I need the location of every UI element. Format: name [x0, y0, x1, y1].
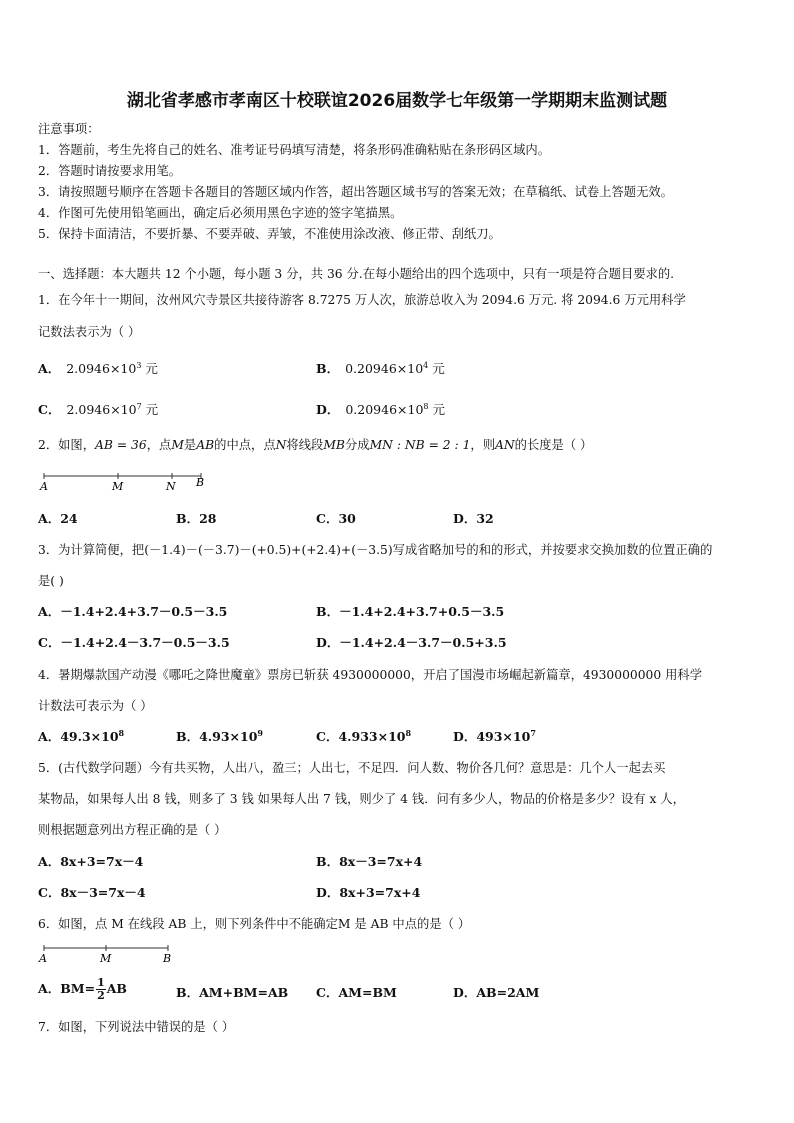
q6-point-a: A [39, 952, 47, 965]
q4-stem-line2: 计数法可表示为（ ） [38, 699, 153, 713]
q6-point-m: M [100, 952, 112, 965]
q6-option-b: B．AM+BM=AB [176, 985, 289, 1000]
q1-option-c: C． $2.0946\times 10^7$ 元 [38, 402, 159, 417]
notice-item-1: 1．答题前，考生先将自己的姓名、准考证号码填写清楚，将条形码准确粘贴在条形码区域内。 [38, 143, 550, 157]
q5-option-a: A．8x+3=7x－4 [38, 854, 144, 869]
q2-point-m: M [112, 480, 124, 493]
notice-item-5: 5．保持卡面清洁，不要折暴、不要弄破、弄皱，不准使用涂改液、修正带、刮纸刀。 [38, 227, 501, 241]
q6-stem: 6．如图，点 M 在线段 AB 上，则下列条件中不能确定M 是 AB 中点的是（ ） [38, 917, 471, 931]
q6-point-b: B [163, 952, 172, 965]
q2-stem: 2．如图，AB = 36，点M是AB的中点，点N将线段MB分成MN : NB = 2 : 1，则AN的长度是（ ） [38, 438, 593, 452]
q2-segment-figure [38, 468, 218, 494]
q2-option-d: D．32 [453, 511, 494, 526]
q2-point-n: N [166, 480, 176, 493]
q6-option-d: D．AB=2AM [453, 985, 540, 1000]
q5-stem-line2: 某物品，如果每人出 8 钱，则多了 3 钱 如果每人出 7 钱，则少了 4 钱．问有多少人，物品的价格是多少？设有 x 人， [38, 792, 685, 806]
q5-option-c: C．8x－3=7x－4 [38, 885, 146, 900]
q4-option-a: A．$49.3\times 10^8$ [38, 728, 125, 744]
notice-item-2: 2．答题时请按要求用笔。 [38, 164, 182, 178]
q1-stem-line2: 记数法表示为（ ） [38, 325, 141, 339]
q3-option-b: B．－1.4+2.4+3.7+0.5－3.5 [316, 604, 505, 619]
q3-option-d: D．－1.4+2.4－3.7－0.5+3.5 [316, 635, 507, 650]
q3-option-c: C．－1.4+2.4－3.7－0.5－3.5 [38, 635, 230, 650]
notice-heading: 注意事项： [38, 122, 100, 136]
q1-option-b: B． $0.20946\times 10^4$ 元 [316, 361, 445, 376]
q1-stem-line1: 1．在今年十一期间，汝州风穴寺景区共接待游客 8.7275 万人次，旅游总收入为 2094.6 万元. 将 2094.6 万元用科学 [38, 293, 686, 307]
notice-item-3: 3．请按照题号顺序在答题卡各题目的答题区域内作答，超出答题区域书写的答案无效；在草稿纸、试卷上答题无效。 [38, 185, 673, 199]
notice-item-4: 4．作图可先使用铅笔画出，确定后必须用黑色字迹的签字笔描黑。 [38, 206, 403, 220]
q2-option-b: B．28 [176, 511, 217, 526]
q5-option-d: D．8x+3=7x+4 [316, 885, 421, 900]
q3-stem-line1: 3．为计算简便，把(－1.4)－(－3.7)－(+0.5)+(+2.4)+(－3.5)写成省略加号的和的形式，并按要求交换加数的位置正确的 [38, 543, 713, 557]
q2-option-a: A．24 [38, 511, 78, 526]
q6-option-c: C．AM=BM [316, 985, 397, 1000]
q2-point-a: A [40, 480, 48, 493]
q5-stem-line3: 则根据题意列出方程正确的是（ ） [38, 823, 227, 837]
q1-option-a: A． $2.0946\times 10^3$ 元 [38, 361, 158, 376]
q6-segment-figure [38, 940, 188, 966]
q7-stem: 7．如图，下列说法中错误的是（ ） [38, 1020, 235, 1034]
q1-option-d: D． $0.20946\times 10^8$ 元 [316, 402, 445, 417]
q3-stem-line2: 是( ) [38, 574, 64, 588]
q2-option-c: C．30 [316, 511, 356, 526]
q6-option-a: A．BM= $\frac{1}{2}$ AB [38, 976, 127, 1002]
q4-option-b: B．$4.93\times 10^9$ [176, 728, 263, 744]
section-heading: 一、选择题：本大题共 12 个小题，每小题 3 分，共 36 分.在每小题给出的四个选项中，只有一项是符合题目要求的. [38, 267, 675, 281]
q3-option-a: A．－1.4+2.4+3.7－0.5－3.5 [38, 604, 228, 619]
exam-title: 湖北省孝感市孝南区十校联谊2026届数学七年级第一学期期末监测试题 [126, 91, 668, 111]
q4-stem-line1: 4．暑期爆款国产动漫《哪吒之降世魔童》票房已斩获 4930000000，开启了国漫市场崛起新篇章，4930000000 用科学 [38, 668, 702, 682]
q4-option-d: D．$493\times 10^7$ [453, 728, 536, 744]
q5-option-b: B．8x－3=7x+4 [316, 854, 423, 869]
q4-option-c: C．$4.933\times 10^8$ [316, 728, 412, 744]
one-half-fraction: $\frac{1}{2}$ [97, 976, 105, 1002]
q5-stem-line1: 5．(古代数学问题）今有共买物，人出八，盈三；人出七，不足四．问人数、物价各几何？意思是：几个人一起去买 [38, 761, 666, 775]
q2-point-b: B [196, 476, 205, 489]
